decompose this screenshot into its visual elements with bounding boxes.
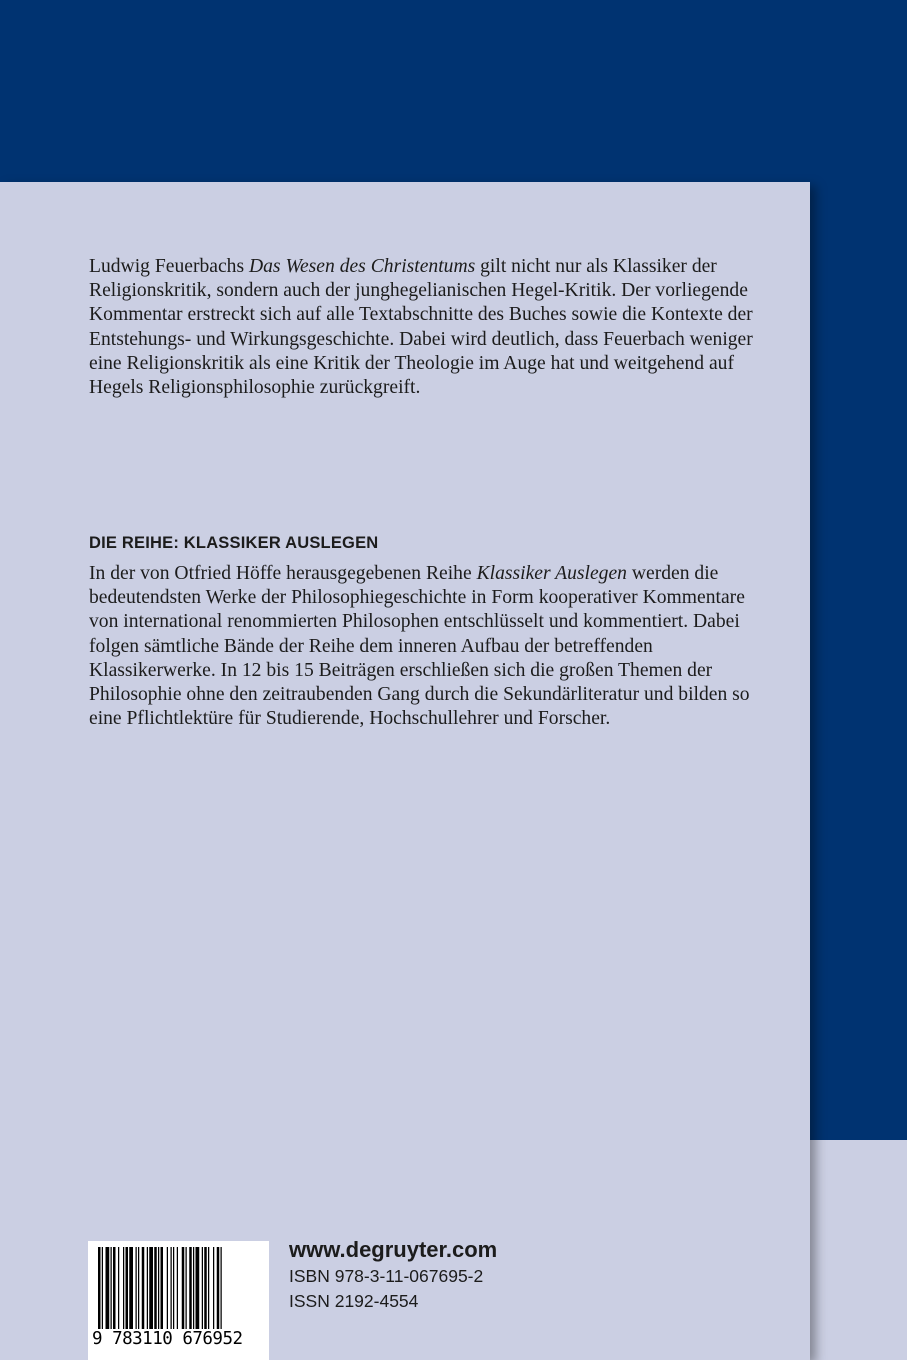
barcode-bar [158,1247,159,1329]
barcode-bar [161,1247,164,1329]
barcode-bar [111,1247,112,1329]
barcode-bar [171,1247,172,1329]
issn-number: ISSN 2192-4554 [289,1291,419,1311]
barcode-bar [118,1247,119,1329]
right-color-band [810,0,907,1140]
barcode-bar [113,1247,116,1329]
blurb-body: gilt nicht nur als Klassiker der Religionskritik, sondern auch der junghegelianischen Hegel-Kritik. Der vorliegende Kommentar erstreckt sich auf alle Textabschnitte des Buches sowie die Kontexte der Entstehungs- und Wirkungsgeschichte. Dabei wird deutlich, dass Feuerbach weniger eine Religionskritik als eine Kritik der Theologie im Auge hat und weitgehend auf Hegels Religionsphilosophie zurückgreift. [89,256,753,399]
series-description [89,562,769,731]
blurb-intro: Ludwig Feuerbachs [89,256,249,277]
barcode-bar [196,1247,200,1329]
barcode-bar [154,1247,157,1329]
series-body: werden die bedeutendsten Werke der Philosophiegeschichte in Form kooperativer Kommentare von international renommierten Philosophen entschlüsselt und kommentiert. Dabei folgen sämtliche Bände der Reihe dem inneren Aufbau der betreffenden Klassikerwerke. In 12 bis 15 Beiträgen erschließen sich die großen Themen der Philosophie ohne den zeitraubenden Gang durch die Sekundärliteratur und bilden so eine Pflichtlektüre für Studierende, Hochschullehrer und Forscher. [89,563,750,730]
isbn-number: ISBN 978-3-11-067695-2 [289,1266,484,1286]
barcode-bar [204,1247,207,1329]
barcode-bar [217,1247,220,1329]
barcode-bar [142,1247,145,1329]
barcode-bar [167,1247,168,1329]
barcode-bar [208,1247,209,1329]
series-intro: In der von Otfried Höffe herausgegebenen Reihe [89,563,477,584]
barcode-bar [136,1247,137,1329]
barcode-digits: 9 783110 676952 [92,1329,243,1349]
top-color-band [0,0,907,182]
barcode-bar [202,1247,203,1329]
barcode-bar [126,1247,129,1329]
barcode-bar [149,1247,153,1329]
barcode-bar [98,1247,101,1329]
publisher-url: www.degruyter.com [289,1237,498,1262]
book-blurb [89,255,769,400]
barcode-bar [147,1247,148,1329]
barcode-bar [221,1247,222,1329]
barcode-bar [182,1247,185,1329]
barcode-bar [177,1247,178,1329]
series-heading: DIE REIHE: KLASSIKER AUSLEGEN [89,534,379,552]
isbn-barcode [88,1241,269,1360]
barcode-bar [106,1247,110,1329]
barcode-bar [102,1247,103,1329]
barcode-bar [138,1247,139,1329]
barcode-bar [129,1247,133,1329]
barcode-bars [98,1247,259,1329]
barcode-bar [186,1247,187,1329]
barcode-bar [173,1247,174,1329]
barcode-bar [123,1247,124,1329]
barcode-bar [193,1247,194,1329]
series-name: Klassiker Auslegen [476,563,627,584]
barcode-bar [189,1247,192,1329]
book-title: Das Wesen des Christentums [248,256,476,277]
barcode-bar [213,1247,214,1329]
